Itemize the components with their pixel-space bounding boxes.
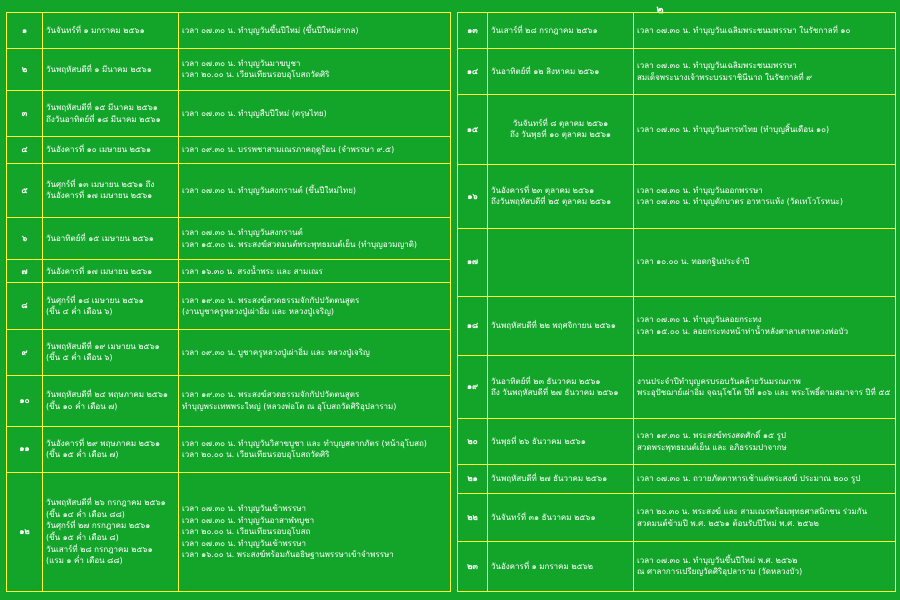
date-cell [43,137,179,163]
event-cell [634,94,896,164]
date-line: วันพฤหัสบดีที่ ๑๙ เมษายน ๒๕๖๑ [46,341,160,351]
row-number: ๑๑ [7,426,43,472]
event-line: ทำบุญพระเทพพระใหญ่ (หลวงพ่อโต ณ อุโบสถวัดศิริอุปลาราม) [182,401,397,411]
schedule-row [458,464,896,494]
page-number: ๒ [656,3,664,16]
event-cell [179,426,451,472]
schedule-row [7,13,451,49]
date-cell [43,283,179,329]
schedule-row [458,49,896,94]
event-line: เวลา ๐๗.๓๐ น. ทำบุญวันอาสาฬหบูชา [182,515,315,525]
event-cell [179,137,451,163]
row-number: ๗ [7,260,43,283]
event-line: เวลา ๐๗.๓๐ น. ทำบุญวันลอยกระทง [637,315,762,325]
date-line: วันอังคารที่ ๒๙ พฤษภาคม ๒๕๖๑ [46,438,161,448]
date-line: วันเสาร์ที่ ๒๘ กรกฎาคม ๒๕๖๑ [491,25,598,35]
event-cell [634,228,896,296]
date-line: วันเสาร์ที่ ๒๘ กรกฎาคม ๒๕๖๑ [46,544,153,554]
date-line: (ขึ้น ๕ ค่ำ เดือน ๖) [46,353,113,363]
event-line: เวลา ๑๙.๓๐ น. พระสงฆ์สวดธรรมจักกัปปวัตตนสูตร [182,390,360,400]
row-number: ๖ [7,218,43,260]
date-cell [43,90,179,136]
row-number: ๑๒ [7,472,43,591]
schedule-table-right [457,12,896,592]
event-line: เวลา ๐๗.๓๐ น. ทำบุญวันขึ้นปีใหม่ พ.ศ. ๒๕๖๒ [637,555,798,565]
event-cell [634,419,896,464]
event-line: เวลา ๐๗.๓๐ น. ทำบุญวันเฉลิมพระชนมพรรษา [637,60,797,70]
event-line: เวลา ๐๗.๓๐ น. ทำบุญวันสงกรานต์ [182,228,303,238]
date-cell [488,464,634,494]
date-line: วันพฤหัสบดีที่ ๒๔ พฤษภาคม ๒๕๖๑ [46,390,169,400]
date-cell [488,419,634,464]
date-cell [488,94,634,164]
date-cell [43,472,179,591]
schedule-row [458,165,896,229]
schedule-row [458,541,896,591]
event-line: เวลา ๐๗.๓๐ น. ทำบุญตักบาตร อาหารแห้ง (วัดเทโวโรหนะ) [637,197,843,207]
schedule-row [7,426,451,472]
date-cell [43,13,179,49]
event-cell [179,283,451,329]
event-line: เวลา ๐๙.๓๐ น. บรรพชาสามเณรภาคฤดูร้อน (จำพรรษา ๙.๕) [182,145,395,155]
date-cell [488,355,634,419]
row-number: ๒๑ [458,464,488,494]
date-line: วันจันทร์ที่ ๘ ตุลาคม ๒๕๖๑ [512,118,609,128]
event-line: พระอุปัชฌาย์เผ่าอิ่ม จฺฉนฺโชโต ปีที่ ๑๐๖ และ พระโพธิ์ดามสมาจาร ปีที่ ๕๕ [637,388,891,398]
date-line: ถึง วันพฤหัสบดีที่ ๒๗ ธันวาคม ๒๕๖๑ [491,388,619,398]
date-cell [488,296,634,355]
schedule-row [458,296,896,355]
schedule-row [458,355,896,419]
row-number: ๑๘ [458,296,488,355]
date-line: วันศุกร์ที่ ๒๗ กรกฎาคม ๒๕๖๑ [46,521,151,531]
row-number: ๑๔ [458,49,488,94]
date-line: (ขึ้น ๑๔ ค่ำ เดือน ๘๘) [46,509,125,519]
event-line: เวลา ๐๗.๓๐ น. ทำบุญวันวิสาขบูชา และ ทำบุญสลากภัตร (หน้าอุโบสถ) [182,438,427,448]
schedule-row [7,283,451,329]
row-number: ๑๓ [458,13,488,49]
date-cell [43,163,179,218]
date-line: วันอังคารที่ ๑๗ เมษายน ๒๕๖๑ [46,266,153,276]
schedule-row [7,218,451,260]
event-cell [634,296,896,355]
event-line: เวลา ๐๗.๓๐ น. ทำบุญวันขึ้นปีใหม่ (ขึ้นปีใหม่สากล) [182,25,359,35]
date-cell [488,494,634,542]
date-line: วันอาทิตย์ที่ ๑๒ สิงหาคม ๒๕๖๑ [491,66,600,76]
schedule-row [458,494,896,542]
row-number: ๕ [7,163,43,218]
event-line: เวลา ๐๗.๓๐ น. ทำบุญวันสงกรานต์ (ขึ้นปีใหม่ไทย) [182,185,356,195]
event-cell [179,329,451,375]
event-line: เวลา ๐๙.๓๐ น. บูชาครูหลวงปู่เผ่าอิ่ม และ หลวงปู่เจริญ [182,347,370,357]
schedule-row [7,472,451,591]
event-line: เวลา ๒๐.๐๐ น. เวียนเทียนรอบอุโบสถ [182,527,311,537]
event-line: เวลา ๑๕.๐๐ น. ลอยกระทงหน้าท่าน้ำหลังศาลาเสาหลวงพ่อบัว [637,326,849,336]
event-line: เวลา ๑๖.๓๐ น. สรงน้ำพระ และ สามเณร [182,266,323,276]
event-line: เวลา ๒๐.๐๐ น. เวียนเทียนรอบอุโบสถวัดศิริ [182,70,330,80]
event-line: เวลา ๐๗.๓๐ น. ทำบุญวันเข้าพรรษา [182,538,307,548]
row-number: ๒๓ [458,541,488,591]
row-number: ๑๙ [458,355,488,419]
event-line: (งานบูชาครูหลวงปู่เผ่าอิ่ม และ หลวงปู่เจริญ) [182,307,335,317]
date-line: วันพฤหัสบดีที่ ๒๒ พฤศจิกายน ๒๕๖๑ [491,321,616,330]
schedule-row [458,94,896,164]
event-cell [634,165,896,229]
date-line: วันพุธที่ ๒๖ ธันวาคม ๒๕๖๑ [491,436,586,446]
date-line: (ขึ้น ๔ ค่ำ เดือน ๖) [46,307,113,317]
event-line: สวดพระพุทธมนต์เย็น และ อภิธรรมปาจากษ [637,442,787,452]
date-line: ถึงวันอาทิตย์ที่ ๑๘ มีนาคม ๒๕๖๑ [46,114,161,124]
event-cell [634,13,896,49]
event-line: งานประจำปีทำบุญครบรอบวันคล้ายวันมรณภาพ [637,376,801,386]
event-cell [179,163,451,218]
event-cell [634,49,896,94]
date-line: ถึงวันพฤหัสบดีที่ ๒๕ ตุลาคม ๒๕๖๑ [491,197,612,207]
date-cell [43,329,179,375]
schedule-row [7,90,451,136]
date-cell [488,13,634,49]
schedule-row [458,419,896,464]
date-line: วันพฤหัสบดีที่ ๒๗ ธันวาคม ๒๕๖๑ [491,474,608,484]
schedule-row [7,48,451,90]
event-line: เวลา ๑๙.๓๐ น. พระสงฆ์ทรงสดศักดิ์ ๑๕ รูป [637,430,786,440]
date-line: (แรม ๑ ค่ำ เดือน ๘๘) [46,556,123,566]
date-line: วันอังคารที่ ๑๗ เมษายน ๒๕๖๑ [46,191,153,201]
event-line: เวลา ๑๙.๓๐ น. พระสงฆ์สวดธรรมจักกัปปวัตตนสูตร [182,295,360,305]
row-number: ๑๕ [458,94,488,164]
date-line: วันศุกร์ที่ ๑๘ เมษายน ๒๕๖๑ [46,295,144,305]
date-cell [43,48,179,90]
date-cell [488,228,634,296]
date-cell [488,49,634,94]
event-cell [179,90,451,136]
date-line: วันจันทร์ที่ ๑ มกราคม ๒๕๖๑ [46,25,145,35]
row-number: ๔ [7,137,43,163]
event-cell [179,472,451,591]
event-line: เวลา ๐๗.๓๐ น. ทำบุญวันเฉลิมพระชนมพรรษา ในรัชกาลที่ ๑๐ [637,25,851,35]
date-line: วันอังคารที่ ๑๐ เมษายน ๒๕๖๑ [46,145,152,155]
date-line: วันจันทร์ที่ ๓๑ ธันวาคม ๒๕๖๑ [491,512,596,522]
date-line: (ขึ้น ๑๕ ค่ำ เดือน ๘) [46,532,119,542]
date-line: วันพฤหัสบดีที่ ๒๖ กรกฎาคม ๒๕๖๑ [46,498,166,508]
row-number: ๑๖ [458,165,488,229]
schedule-sheet [6,12,894,592]
row-number: ๓ [7,90,43,136]
schedule-row [7,376,451,427]
event-line: เวลา ๐๗.๓๐ น. ทำบุญวันเข้าพรรษา [182,503,307,513]
row-number: ๒๒ [458,494,488,542]
date-cell [43,426,179,472]
event-line: เวลา ๐๗.๓๐ น. ทำบุญวันสารทไทย (ทำบุญสิ้นเดือน ๑๐) [637,124,830,134]
schedule-row [458,228,896,296]
row-number: ๑๗ [458,228,488,296]
event-cell [634,355,896,419]
date-line: วันพฤหัสบดีที่ ๑ มีนาคม ๒๕๖๑ [46,64,152,74]
event-line: สมเด็จพระนางเจ้าพระบรมราชินีนาถ ในรัชกาลที่ ๙ [637,72,812,82]
event-line: ณ ศาลาการเปรียญวัดศิริอุปลาราม (วัดหลวงบัว) [637,567,803,577]
event-cell [634,541,896,591]
event-line: เวลา ๑๐.๐๐ น. ทอดกฐินประจำปี [637,257,750,267]
event-line: เวลา ๐๗.๓๐ น. ทำบุญวันออกพรรษา [637,185,763,195]
event-line: เวลา ๐๗.๓๐ น. ถวายภัตตาหารเช้าแด่พระสงฆ์ ประมาณ ๒๐๐ รูป [637,474,861,484]
schedule-row [7,137,451,163]
schedule-table-left [6,12,451,592]
row-number: ๑๐ [7,376,43,427]
date-cell [43,260,179,283]
date-cell [488,165,634,229]
date-line: (ขึ้น ๑๐ ค่ำ เดือน ๗) [46,401,118,411]
row-number: ๒ [7,48,43,90]
event-cell [179,218,451,260]
event-line: เวลา ๒๐.๓๐ น. พระสงฆ์ และ สามเณรพร้อมพุทธศาสนิกชน ร่วมกัน [637,507,868,517]
event-cell [634,464,896,494]
row-number: ๙ [7,329,43,375]
date-line: ถึง วันพุธที่ ๑๐ ตุลาคม ๒๕๖๑ [510,130,611,140]
date-line: วันอังคารที่ ๑ มกราคม ๒๕๖๒ [491,561,594,571]
schedule-row [7,329,451,375]
date-cell [488,541,634,591]
row-number: ๒๐ [458,419,488,464]
event-cell [179,260,451,283]
date-line: วันอาทิตย์ที่ ๒๓ ธันวาคม ๒๕๖๑ [491,376,601,386]
row-number: ๘ [7,283,43,329]
date-line: (ขึ้น ๑๕ ค่ำ เดือน ๗) [46,450,119,460]
date-line: วันอังคารที่ ๒๓ ตุลาคม ๒๕๖๑ [491,185,595,195]
event-line: เวลา ๑๖.๐๐ น. พระสงฆ์พร้อมกันอธิษฐานพรรษาเข้าจำพรรษา [182,550,394,560]
date-line: วันศุกร์ที่ ๑๓ เมษายน ๒๕๖๑ ถึง [46,179,155,189]
event-line: เวลา ๒๐.๐๐ น. เวียนเทียนรอบอุโบสถวัดศิริ [182,450,330,460]
event-cell [179,13,451,49]
date-cell [43,218,179,260]
event-line: เวลา ๐๗.๓๐ น. ทำบุญสืบปีใหม่ (ตรุษไทย) [182,108,327,118]
row-number: ๑ [7,13,43,49]
event-line: เวลา ๐๗.๓๐ น. ทำบุญวันมาฆบูชา [182,58,301,68]
schedule-row [7,260,451,283]
event-line: เวลา ๑๕.๓๐ น. พระสงฆ์สวดมนต์พระพุทธมนต์เย็น (ทำบุญอวมญาติ) [182,239,418,249]
schedule-row [458,13,896,49]
date-line: วันอาทิตย์ที่ ๑๕ เมษายน ๒๕๖๑ [46,233,154,243]
event-cell [179,376,451,427]
event-cell [179,48,451,90]
event-cell [634,494,896,542]
event-line: สวดมนต์ข้ามปี พ.ศ. ๒๕๖๑ ต้อนรับปีใหม่ พ.ศ. ๒๕๖๒ [637,518,819,528]
schedule-row [7,163,451,218]
date-line: วันพฤหัสบดีที่ ๑๕ มีนาคม ๒๕๖๑ [46,102,158,112]
date-cell [43,376,179,427]
